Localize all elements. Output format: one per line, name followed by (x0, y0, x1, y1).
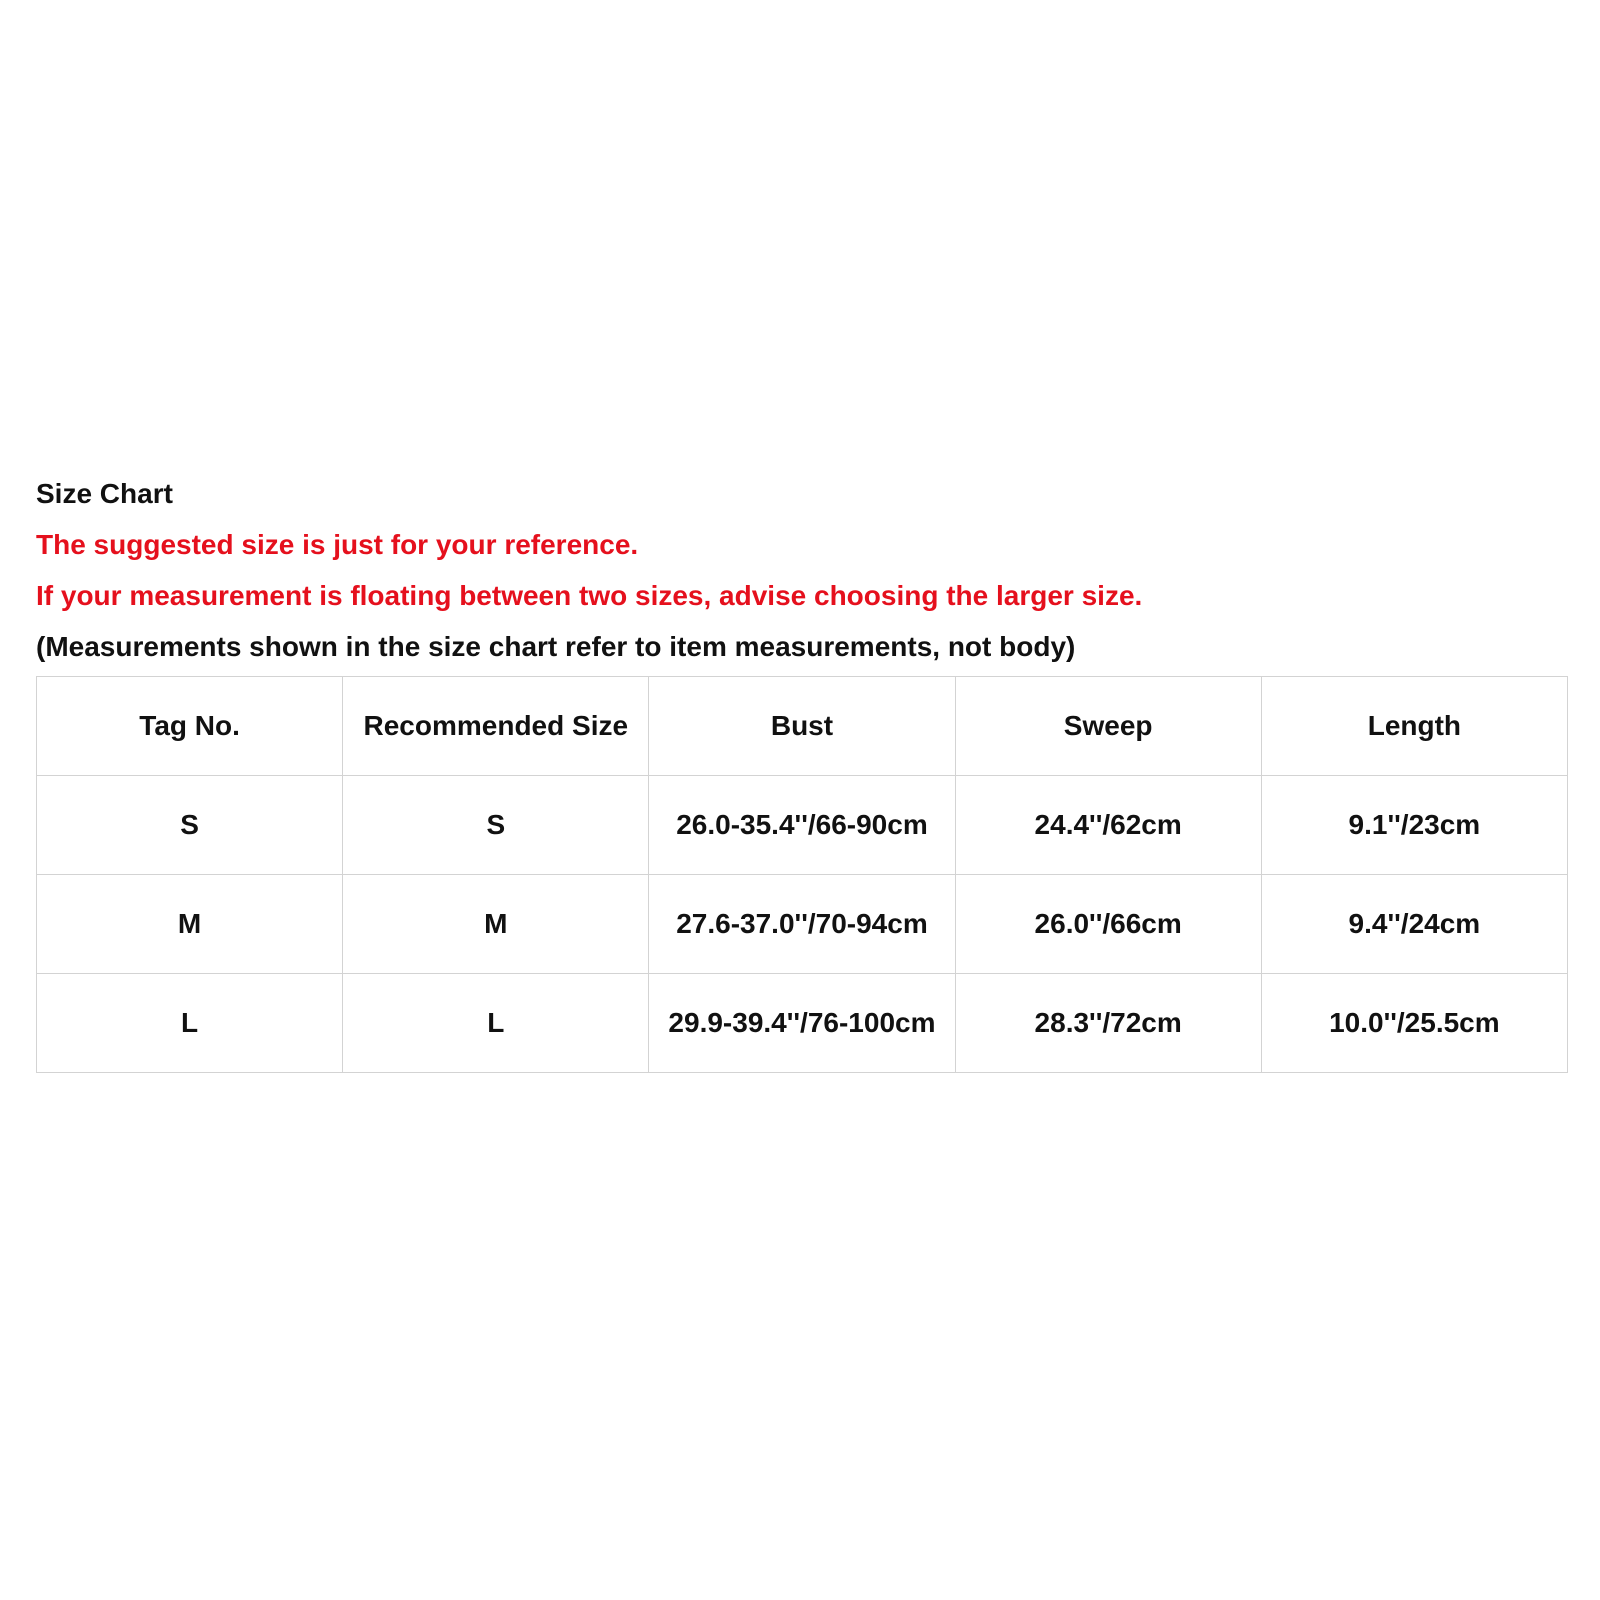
cell-bust: 26.0-35.4''/66-90cm (649, 776, 955, 875)
table-row (37, 875, 1568, 974)
table-row (37, 776, 1568, 875)
cell-tag-no: S (37, 776, 343, 875)
header-tag-no: Tag No. (37, 677, 343, 776)
cell-bust: 29.9-39.4''/76-100cm (649, 974, 955, 1073)
cell-length: 10.0''/25.5cm (1261, 974, 1567, 1073)
larger-size-advice: If your measurement is floating between two sizes, advise choosing the larger size. (36, 580, 1143, 611)
size-chart-title: Size Chart (36, 478, 173, 509)
reference-note: The suggested size is just for your reference. (36, 529, 639, 560)
header-recommended-size: Recommended Size (343, 677, 649, 776)
header-length: Length (1261, 677, 1567, 776)
cell-sweep: 24.4''/62cm (955, 776, 1261, 875)
header-sweep: Sweep (955, 677, 1261, 776)
cell-sweep: 28.3''/72cm (955, 974, 1261, 1073)
cell-bust: 27.6-37.0''/70-94cm (649, 875, 955, 974)
size-chart-sheet (36, 468, 1568, 1073)
cell-length: 9.1''/23cm (1261, 776, 1567, 875)
cell-tag-no: L (37, 974, 343, 1073)
cell-tag-no: M (37, 875, 343, 974)
cell-recommended-size: M (343, 875, 649, 974)
table-row (37, 974, 1568, 1073)
table-header-row (37, 677, 1568, 776)
cell-length: 9.4''/24cm (1261, 875, 1567, 974)
cell-recommended-size: S (343, 776, 649, 875)
cell-recommended-size: L (343, 974, 649, 1073)
size-table (36, 676, 1568, 1073)
header-bust: Bust (649, 677, 955, 776)
cell-sweep: 26.0''/66cm (955, 875, 1261, 974)
measurement-disclaimer: (Measurements shown in the size chart refer to item measurements, not body) (36, 631, 1076, 662)
